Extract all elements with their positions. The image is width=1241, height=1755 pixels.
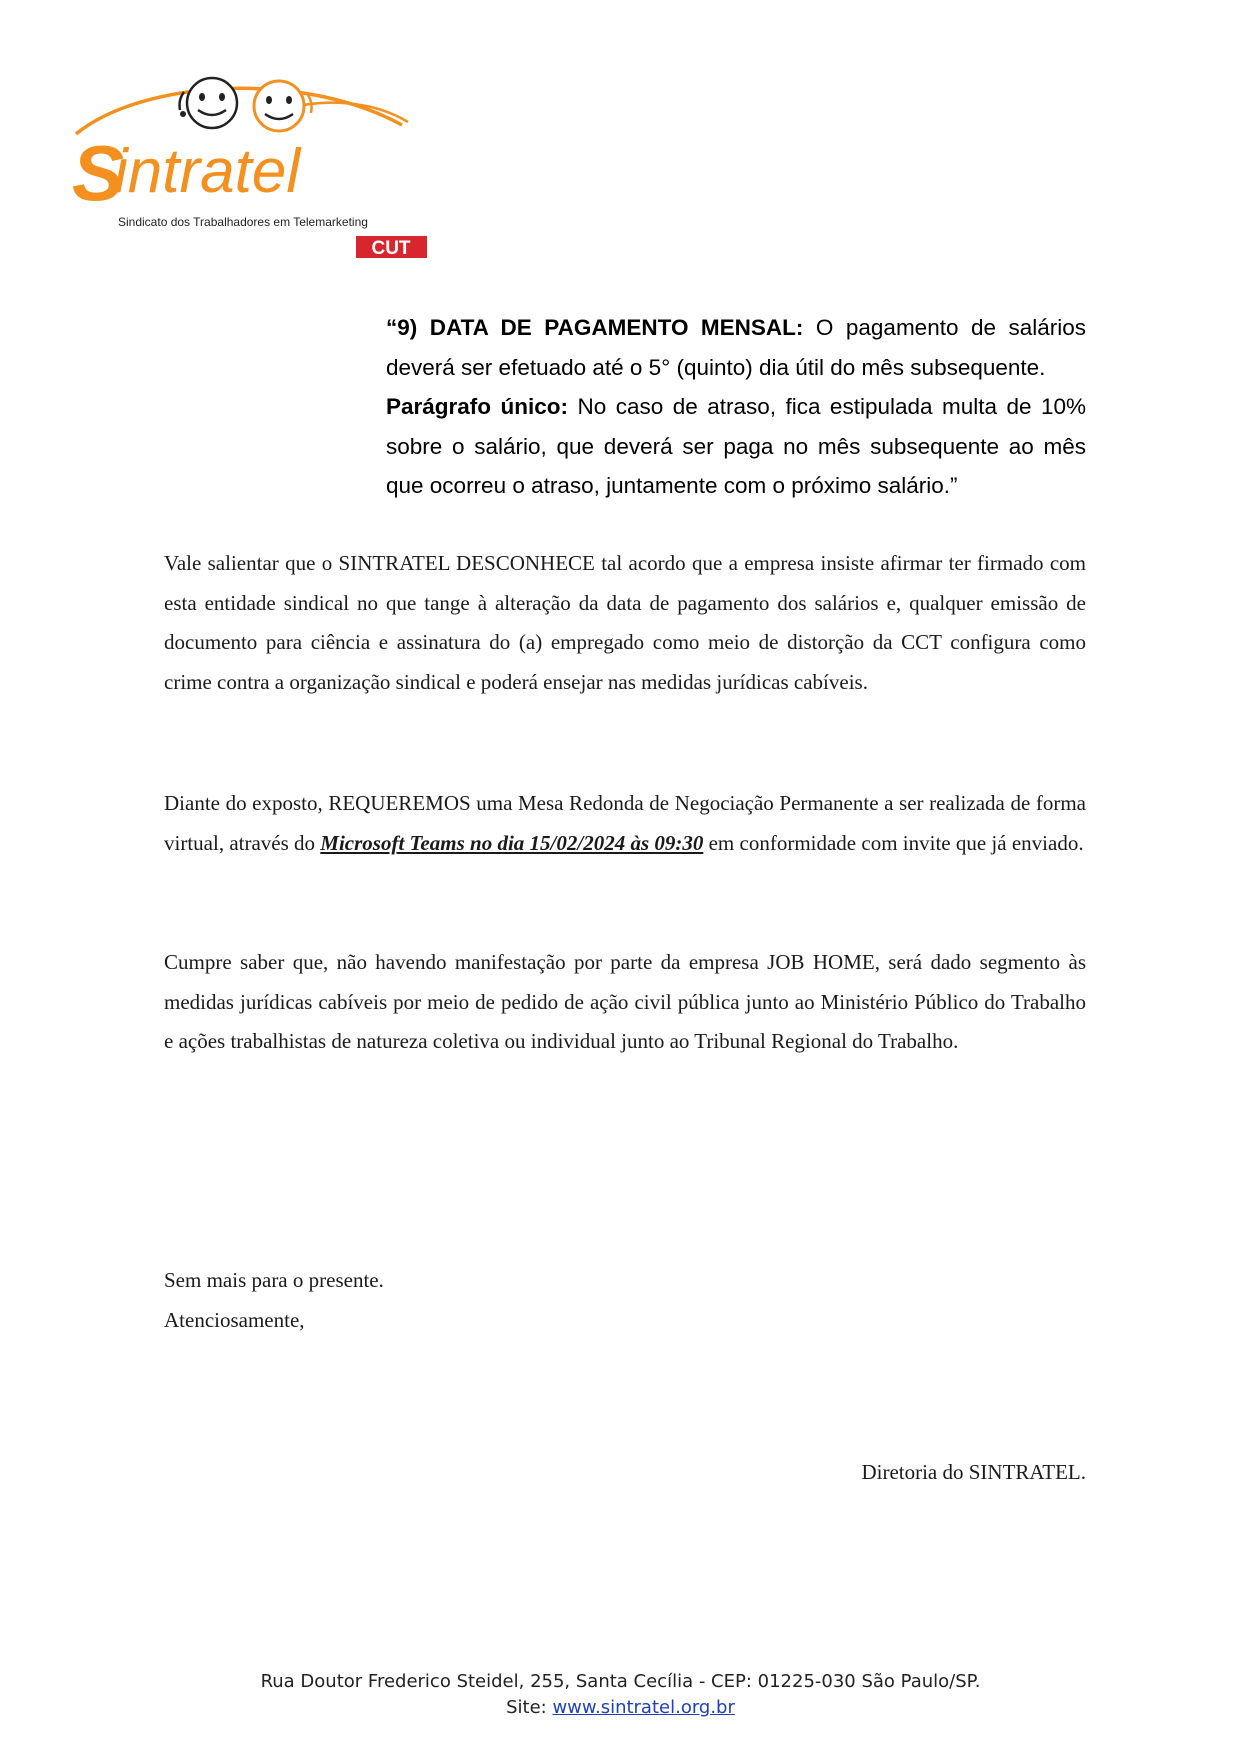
smiley-face-icon	[254, 81, 312, 131]
contract-clause-quote	[386, 308, 1086, 506]
footer-address: Rua Doutor Frederico Steidel, 255, Santa Cecília - CEP: 01225-030 São Paulo/SP.	[260, 1671, 981, 1692]
sole-paragraph-text: No caso de atraso, fica estipulada multa de 10% sobre o salário, que deverá ser paga no mês subsequente ao mês que ocorreu o atraso, juntamente com o próximo salário.”	[386, 394, 1086, 498]
cut-badge-label: CUT	[371, 238, 411, 259]
logo-wordmark: intratel	[114, 137, 301, 206]
closing-salutation: Atenciosamente,	[164, 1307, 305, 1332]
signature: Diretoria do SINTRATEL.	[861, 1460, 1086, 1484]
sole-paragraph-heading: Parágrafo único:	[386, 394, 568, 419]
quote-open-mark: “	[386, 315, 398, 340]
paragraph-disclaimer: Vale salientar que o SINTRATEL DESCONHECE tal acordo que a empresa insiste afirmar ter firmado com esta entidade sindical no que tange à alteração da data de pagamento dos salários e, qualquer emissão de documento para ciência e assinatura do (a) empregado como meio de distorção da CCT configura como crime contra a organização sindical e poderá ensejar nas medidas jurídicas cabíveis.	[164, 551, 1086, 694]
footer-site-link[interactable]: www.sintratel.org.br	[552, 1697, 735, 1718]
footer	[0, 1669, 1241, 1721]
paragraph-legal-action: Cumpre saber que, não havendo manifestação por parte da empresa JOB HOME, será dado segmento às medidas jurídicas cabíveis por meio de pedido de ação civil pública junto ao Ministério Público do Trabalho e ações trabalhistas de natureza coletiva ou individual junto ao Tribunal Regional do Trabalho.	[164, 950, 1086, 1053]
logo-tagline: Sindicato dos Trabalhadores em Telemarketing	[118, 215, 368, 229]
sintratel-logo	[72, 70, 432, 260]
closing-block	[164, 1261, 384, 1340]
footer-site-label: Site:	[506, 1697, 553, 1718]
clause-text: O pagamento de salários deverá ser efetuado até o 5° (quinto) dia útil do mês subsequente.	[386, 315, 1086, 380]
clause-heading: 9) DATA DE PAGAMENTO MENSAL:	[397, 315, 804, 340]
footer-site-line	[0, 1695, 1241, 1721]
meeting-details: Microsoft Teams no dia 15/02/2024 às 09:30	[320, 830, 704, 855]
paragraph-request	[164, 784, 1086, 863]
request-text-after: em conformidade com invite que já enviado.	[703, 830, 1084, 855]
smiley-face-icon	[180, 78, 238, 128]
sintratel-logo-graphic	[72, 70, 432, 260]
logo-wordmark: S	[72, 129, 125, 217]
request-text-before: Diante do exposto, REQUEREMOS uma Mesa Redonda de Negociação Permanente a ser realizada de forma virtual, através do	[164, 791, 1086, 855]
closing-line: Sem mais para o presente.	[164, 1268, 384, 1292]
